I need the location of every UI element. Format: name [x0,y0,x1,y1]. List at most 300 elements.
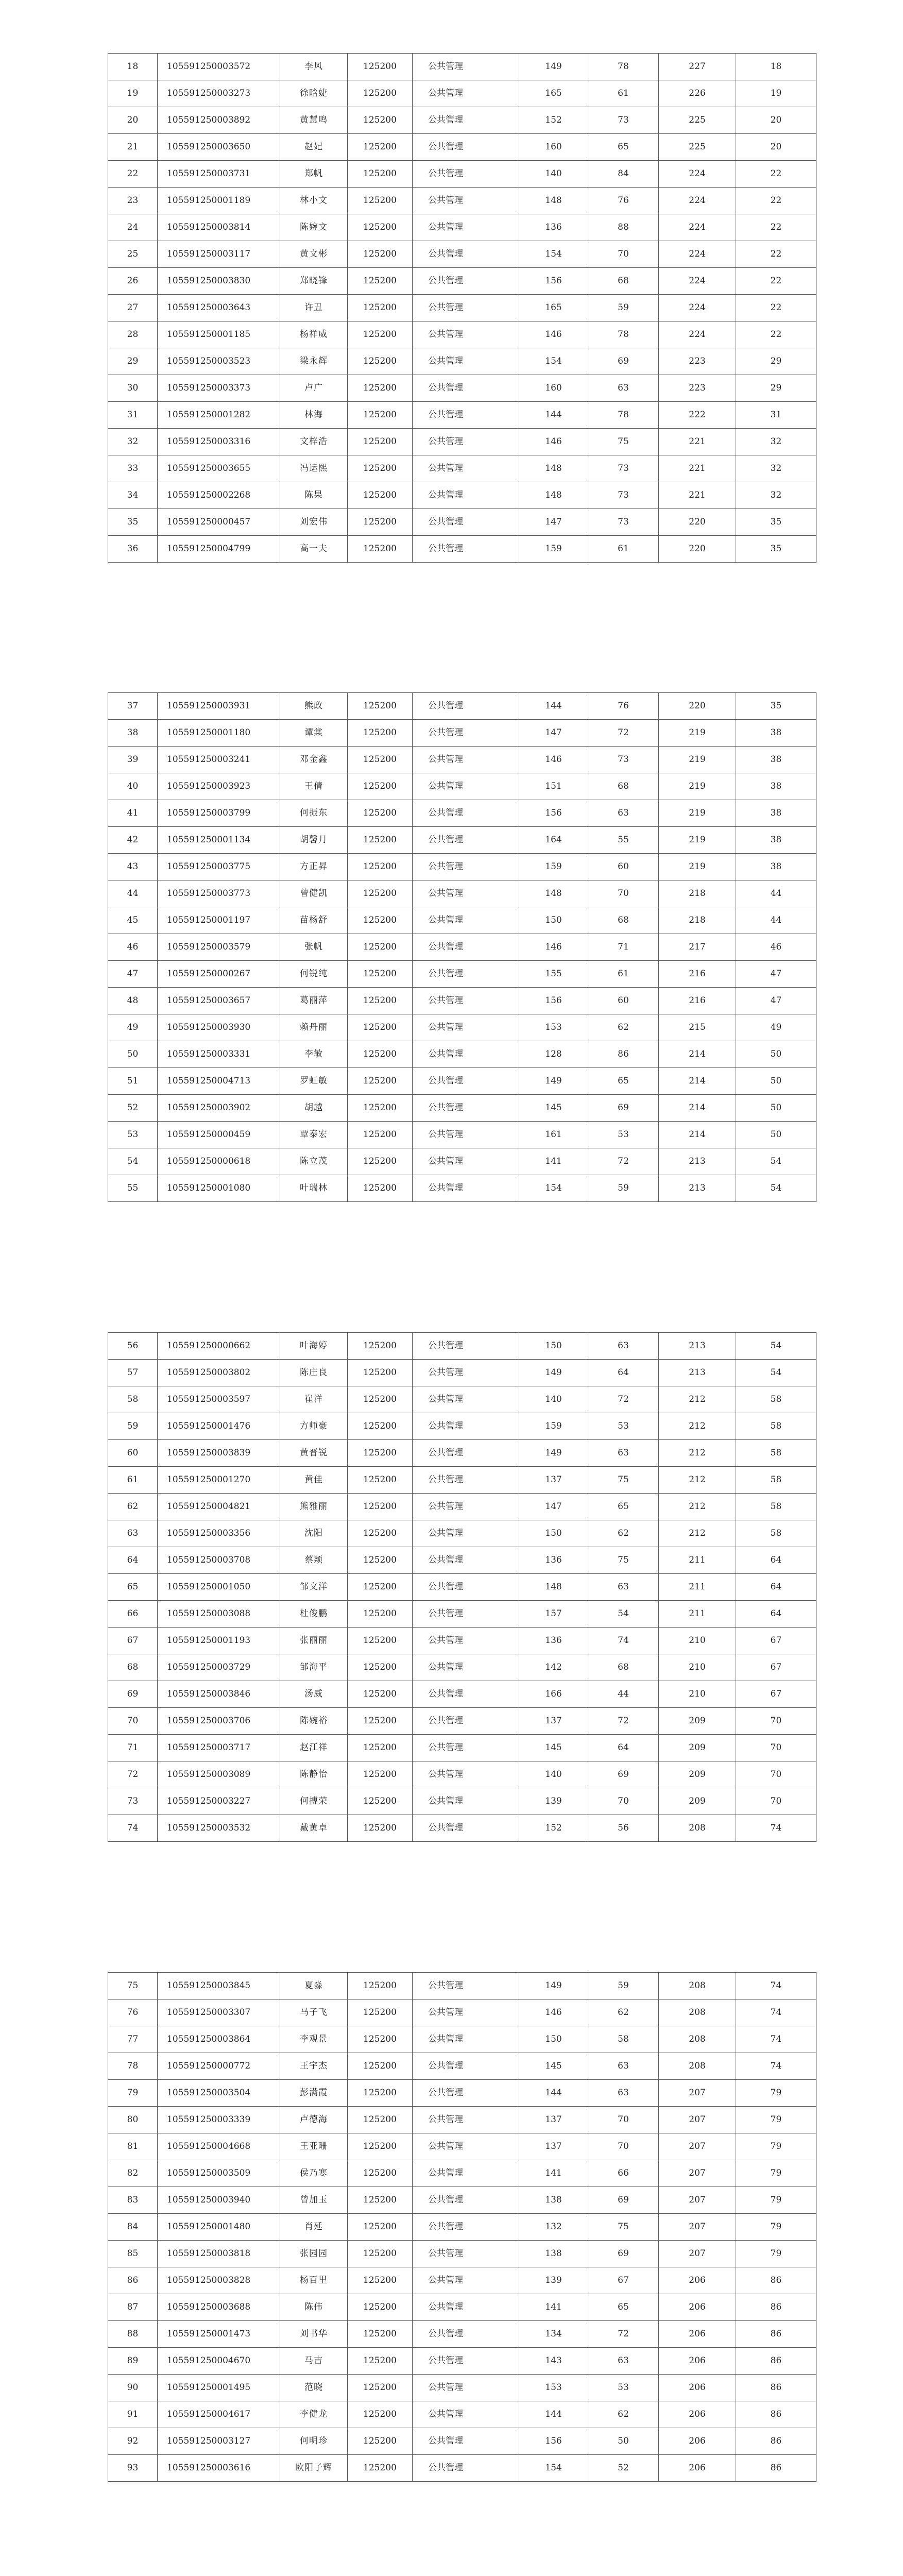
cell-code: 125200 [348,2428,413,2455]
cell-s2: 76 [588,693,659,720]
cell-major: 公共管理 [413,134,519,161]
cell-id: 105591250003655 [158,455,280,482]
cell-pos: 38 [736,720,816,747]
cell-rank: 64 [108,1547,158,1574]
cell-pos: 46 [736,934,816,961]
cell-s1: 148 [519,188,588,214]
cell-s2: 69 [588,1095,659,1122]
cell-id: 105591250003717 [158,1735,280,1761]
cell-pos: 86 [736,2455,816,2482]
cell-id: 105591250002268 [158,482,280,509]
cell-s1: 149 [519,1973,588,1999]
table-row [108,2107,816,2133]
cell-id: 105591250003773 [158,880,280,907]
cell-s1: 153 [519,2375,588,2401]
cell-rank: 78 [108,2053,158,2080]
cell-rank: 35 [108,509,158,536]
table-row [108,188,816,214]
cell-name: 李风 [280,54,348,80]
cell-name: 杨祥威 [280,321,348,348]
cell-pos: 50 [736,1041,816,1068]
cell-id: 105591250003845 [158,1973,280,1999]
cell-id: 105591250003864 [158,2026,280,2053]
cell-rank: 52 [108,1095,158,1122]
cell-s2: 67 [588,2267,659,2294]
cell-s2: 65 [588,2294,659,2321]
cell-s2: 63 [588,1333,659,1360]
cell-rank: 60 [108,1440,158,1467]
cell-id: 105591250003523 [158,348,280,375]
cell-code: 125200 [348,800,413,827]
cell-total: 219 [659,720,736,747]
cell-s1: 148 [519,455,588,482]
cell-s2: 72 [588,1148,659,1175]
table-row [108,429,816,455]
table-row [108,1175,816,1202]
cell-rank: 87 [108,2294,158,2321]
cell-rank: 58 [108,1386,158,1413]
cell-code: 125200 [348,1440,413,1467]
cell-rank: 40 [108,773,158,800]
cell-major: 公共管理 [413,1494,519,1520]
cell-total: 210 [659,1681,736,1708]
cell-major: 公共管理 [413,2133,519,2160]
cell-pos: 22 [736,161,816,188]
cell-s2: 65 [588,134,659,161]
cell-rank: 73 [108,1788,158,1815]
cell-total: 214 [659,1068,736,1095]
cell-code: 125200 [348,2187,413,2214]
cell-id: 105591250003579 [158,934,280,961]
cell-rank: 33 [108,455,158,482]
cell-id: 105591250003729 [158,1654,280,1681]
cell-s2: 63 [588,2080,659,2107]
cell-pos: 22 [736,214,816,241]
cell-s1: 152 [519,107,588,134]
table-row [108,268,816,295]
cell-id: 105591250003307 [158,1999,280,2026]
cell-name: 王宇杰 [280,2053,348,2080]
cell-id: 105591250003923 [158,773,280,800]
cell-s2: 60 [588,988,659,1014]
cell-s2: 62 [588,1520,659,1547]
cell-code: 125200 [348,1095,413,1122]
cell-s1: 150 [519,1333,588,1360]
cell-pos: 50 [736,1122,816,1148]
cell-rank: 62 [108,1494,158,1520]
cell-name: 何明珍 [280,2428,348,2455]
cell-id: 105591250003814 [158,214,280,241]
table-row [108,2455,816,2482]
cell-code: 125200 [348,1360,413,1386]
table-row [108,348,816,375]
cell-pos: 35 [736,509,816,536]
cell-name: 欧阳子辉 [280,2455,348,2482]
cell-rank: 86 [108,2267,158,2294]
cell-total: 216 [659,961,736,988]
cell-rank: 38 [108,720,158,747]
cell-total: 208 [659,2026,736,2053]
cell-pos: 38 [736,747,816,773]
cell-id: 105591250001189 [158,188,280,214]
cell-major: 公共管理 [413,54,519,80]
cell-rank: 70 [108,1708,158,1735]
cell-name: 林小文 [280,188,348,214]
cell-pos: 74 [736,1999,816,2026]
cell-total: 224 [659,321,736,348]
cell-major: 公共管理 [413,268,519,295]
cell-s1: 132 [519,2214,588,2241]
table-row [108,1815,816,1842]
cell-s2: 59 [588,295,659,321]
cell-name: 范晓 [280,2375,348,2401]
cell-id: 105591250003643 [158,295,280,321]
cell-rank: 61 [108,1467,158,1494]
cell-code: 125200 [348,214,413,241]
cell-total: 214 [659,1122,736,1148]
table-row [108,402,816,429]
cell-s2: 55 [588,827,659,854]
cell-rank: 84 [108,2214,158,2241]
cell-s2: 63 [588,2348,659,2375]
cell-s1: 147 [519,720,588,747]
cell-total: 222 [659,402,736,429]
table-row [108,827,816,854]
table-row [108,2026,816,2053]
cell-total: 224 [659,214,736,241]
cell-total: 209 [659,1708,736,1735]
cell-major: 公共管理 [413,1973,519,1999]
cell-s2: 75 [588,429,659,455]
cell-pos: 74 [736,1973,816,1999]
cell-s1: 150 [519,907,588,934]
cell-name: 夏淼 [280,1973,348,1999]
cell-id: 105591250003892 [158,107,280,134]
cell-rank: 89 [108,2348,158,2375]
cell-major: 公共管理 [413,107,519,134]
cell-s2: 64 [588,1360,659,1386]
cell-total: 224 [659,161,736,188]
cell-total: 224 [659,241,736,268]
cell-id: 105591250003902 [158,1095,280,1122]
cell-total: 207 [659,2214,736,2241]
cell-s2: 75 [588,2214,659,2241]
cell-name: 黄佳 [280,1467,348,1494]
cell-s2: 72 [588,720,659,747]
cell-id: 105591250003688 [158,2294,280,2321]
cell-rank: 46 [108,934,158,961]
cell-s1: 155 [519,961,588,988]
cell-major: 公共管理 [413,1761,519,1788]
cell-s1: 146 [519,747,588,773]
cell-s1: 136 [519,214,588,241]
cell-name: 罗虹敏 [280,1068,348,1095]
cell-s2: 73 [588,509,659,536]
cell-s1: 147 [519,1494,588,1520]
cell-code: 125200 [348,1654,413,1681]
table-row [108,720,816,747]
cell-name: 徐晗婕 [280,80,348,107]
table-row [108,482,816,509]
cell-pos: 74 [736,2053,816,2080]
cell-s2: 69 [588,2187,659,2214]
cell-code: 125200 [348,1761,413,1788]
cell-s2: 70 [588,2133,659,2160]
cell-s2: 74 [588,1628,659,1654]
cell-name: 方正昇 [280,854,348,880]
cell-pos: 58 [736,1413,816,1440]
cell-id: 105591250001473 [158,2321,280,2348]
cell-s1: 149 [519,1440,588,1467]
cell-rank: 37 [108,693,158,720]
cell-code: 125200 [348,455,413,482]
cell-s1: 149 [519,1360,588,1386]
cell-rank: 51 [108,1068,158,1095]
cell-id: 105591250000457 [158,509,280,536]
cell-total: 221 [659,455,736,482]
cell-rank: 45 [108,907,158,934]
cell-name: 高一夫 [280,536,348,563]
cell-major: 公共管理 [413,482,519,509]
cell-id: 105591250003331 [158,1041,280,1068]
cell-s1: 144 [519,2080,588,2107]
cell-rank: 31 [108,402,158,429]
cell-s1: 137 [519,2107,588,2133]
cell-s2: 63 [588,2053,659,2080]
cell-s1: 166 [519,1681,588,1708]
cell-major: 公共管理 [413,1788,519,1815]
cell-code: 125200 [348,1735,413,1761]
cell-major: 公共管理 [413,161,519,188]
cell-name: 黄文彬 [280,241,348,268]
cell-s1: 150 [519,2026,588,2053]
cell-s1: 160 [519,375,588,402]
cell-rank: 32 [108,429,158,455]
cell-pos: 32 [736,429,816,455]
cell-s1: 165 [519,295,588,321]
cell-code: 125200 [348,1467,413,1494]
table-row [108,2401,816,2428]
cell-id: 105591250003089 [158,1761,280,1788]
cell-s2: 53 [588,2375,659,2401]
cell-name: 赵妃 [280,134,348,161]
table-row [108,1413,816,1440]
cell-name: 刘书华 [280,2321,348,2348]
score-table-1 [108,53,816,563]
cell-major: 公共管理 [413,720,519,747]
cell-s2: 56 [588,1815,659,1842]
table-row [108,1360,816,1386]
cell-major: 公共管理 [413,429,519,455]
cell-s2: 44 [588,1681,659,1708]
cell-total: 209 [659,1788,736,1815]
cell-rank: 76 [108,1999,158,2026]
cell-s1: 138 [519,2187,588,2214]
cell-name: 何锐纯 [280,961,348,988]
cell-s1: 146 [519,429,588,455]
cell-total: 208 [659,1973,736,1999]
cell-id: 105591250001080 [158,1175,280,1202]
cell-code: 125200 [348,241,413,268]
cell-rank: 77 [108,2026,158,2053]
table-row [108,1788,816,1815]
cell-pos: 29 [736,348,816,375]
cell-id: 105591250004670 [158,2348,280,2375]
cell-code: 125200 [348,1681,413,1708]
cell-code: 125200 [348,1068,413,1095]
cell-major: 公共管理 [413,188,519,214]
table-row [108,2187,816,2214]
cell-major: 公共管理 [413,747,519,773]
cell-rank: 34 [108,482,158,509]
cell-total: 219 [659,773,736,800]
cell-total: 210 [659,1628,736,1654]
cell-rank: 68 [108,1654,158,1681]
cell-rank: 25 [108,241,158,268]
cell-major: 公共管理 [413,2241,519,2267]
cell-rank: 21 [108,134,158,161]
cell-s2: 72 [588,1708,659,1735]
cell-name: 李观景 [280,2026,348,2053]
cell-id: 105591250003597 [158,1386,280,1413]
cell-code: 125200 [348,747,413,773]
cell-pos: 58 [736,1440,816,1467]
cell-s2: 68 [588,1654,659,1681]
cell-s2: 76 [588,188,659,214]
cell-pos: 70 [736,1735,816,1761]
cell-name: 崔洋 [280,1386,348,1413]
cell-rank: 81 [108,2133,158,2160]
cell-pos: 70 [736,1708,816,1735]
cell-s1: 159 [519,1413,588,1440]
cell-id: 105591250003802 [158,1360,280,1386]
cell-name: 梁永辉 [280,348,348,375]
cell-s1: 140 [519,161,588,188]
cell-major: 公共管理 [413,1999,519,2026]
cell-code: 125200 [348,2348,413,2375]
cell-s2: 73 [588,455,659,482]
cell-code: 125200 [348,1014,413,1041]
cell-id: 105591250001193 [158,1628,280,1654]
cell-name: 方师豪 [280,1413,348,1440]
cell-total: 223 [659,375,736,402]
cell-code: 125200 [348,720,413,747]
cell-major: 公共管理 [413,2080,519,2107]
cell-s2: 65 [588,1494,659,1520]
cell-pos: 70 [736,1761,816,1788]
cell-code: 125200 [348,2160,413,2187]
cell-pos: 74 [736,1815,816,1842]
table-row [108,509,816,536]
cell-pos: 44 [736,880,816,907]
cell-id: 105591250003532 [158,1815,280,1842]
table-row [108,241,816,268]
cell-pos: 79 [736,2160,816,2187]
cell-s2: 62 [588,1014,659,1041]
cell-name: 冯运熙 [280,455,348,482]
cell-s1: 142 [519,1654,588,1681]
cell-rank: 59 [108,1413,158,1440]
cell-s1: 145 [519,1735,588,1761]
cell-total: 224 [659,295,736,321]
cell-code: 125200 [348,375,413,402]
cell-s2: 69 [588,2241,659,2267]
cell-rank: 83 [108,2187,158,2214]
cell-major: 公共管理 [413,1574,519,1601]
cell-id: 105591250001180 [158,720,280,747]
cell-name: 侯乃寒 [280,2160,348,2187]
cell-s2: 65 [588,1068,659,1095]
cell-major: 公共管理 [413,1122,519,1148]
cell-rank: 24 [108,214,158,241]
cell-pos: 47 [736,988,816,1014]
cell-name: 叶瑞林 [280,1175,348,1202]
cell-pos: 86 [736,2375,816,2401]
table-row [108,1467,816,1494]
cell-code: 125200 [348,693,413,720]
cell-major: 公共管理 [413,1413,519,1440]
cell-pos: 67 [736,1654,816,1681]
cell-id: 105591250001270 [158,1467,280,1494]
cell-s1: 153 [519,1014,588,1041]
cell-code: 125200 [348,934,413,961]
cell-id: 105591250003818 [158,2241,280,2267]
cell-rank: 27 [108,295,158,321]
cell-name: 文梓浩 [280,429,348,455]
cell-total: 224 [659,268,736,295]
cell-s1: 138 [519,2241,588,2267]
cell-pos: 32 [736,455,816,482]
cell-rank: 28 [108,321,158,348]
cell-s2: 59 [588,1973,659,1999]
table-row [108,375,816,402]
cell-s1: 157 [519,1601,588,1628]
cell-pos: 50 [736,1068,816,1095]
cell-total: 206 [659,2294,736,2321]
cell-name: 杨百里 [280,2267,348,2294]
cell-id: 105591250000772 [158,2053,280,2080]
cell-name: 彭满霞 [280,2080,348,2107]
cell-pos: 38 [736,854,816,880]
cell-id: 105591250003088 [158,1601,280,1628]
table-row [108,2053,816,2080]
cell-rank: 20 [108,107,158,134]
cell-s2: 84 [588,161,659,188]
cell-s1: 146 [519,934,588,961]
cell-rank: 47 [108,961,158,988]
cell-total: 214 [659,1095,736,1122]
cell-pos: 49 [736,1014,816,1041]
table-row [108,907,816,934]
cell-code: 125200 [348,2080,413,2107]
cell-s2: 50 [588,2428,659,2455]
cell-id: 105591250004821 [158,1494,280,1520]
cell-name: 戴黄卓 [280,1815,348,1842]
cell-pos: 79 [736,2133,816,2160]
cell-s2: 60 [588,854,659,880]
cell-total: 214 [659,1041,736,1068]
score-table-3 [108,1332,816,1842]
cell-major: 公共管理 [413,295,519,321]
cell-id: 105591250003504 [158,2080,280,2107]
table-row [108,1761,816,1788]
cell-rank: 18 [108,54,158,80]
cell-pos: 86 [736,2401,816,2428]
cell-s1: 148 [519,482,588,509]
cell-name: 邹文洋 [280,1574,348,1601]
cell-s2: 69 [588,1761,659,1788]
cell-s1: 150 [519,1520,588,1547]
